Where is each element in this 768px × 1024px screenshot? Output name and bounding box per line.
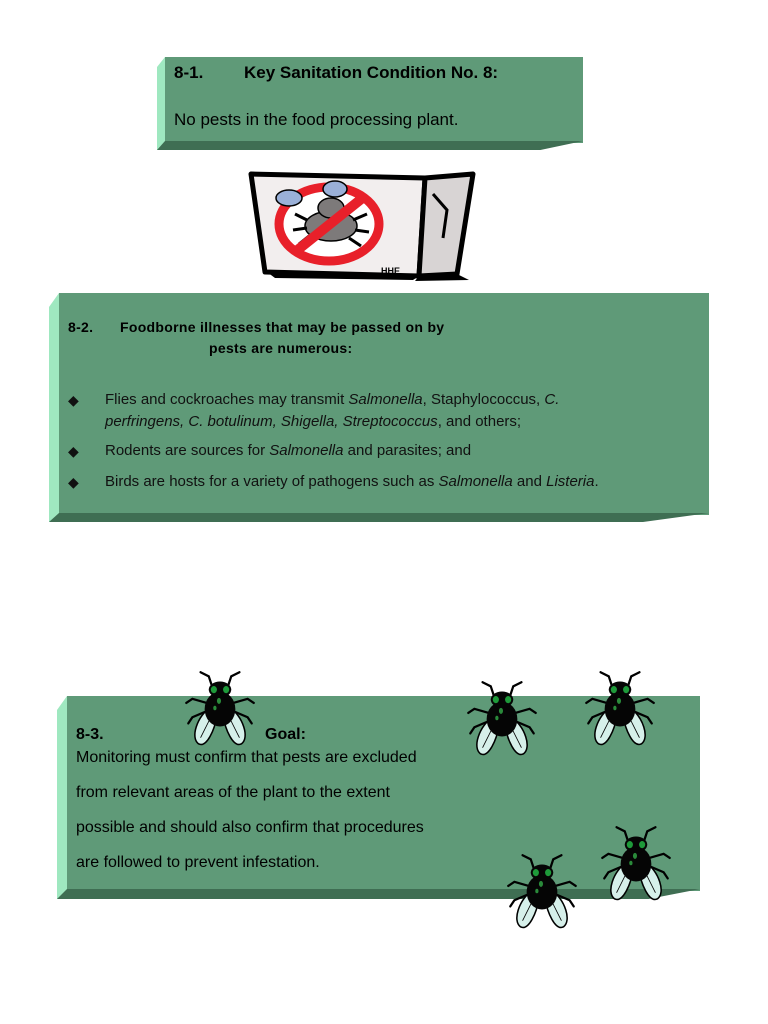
text-run: and: [512, 473, 547, 490]
housefly-icon: [462, 672, 542, 760]
goal-number: 8-3.: [76, 726, 104, 743]
italic-text-run: C.: [544, 391, 560, 408]
italic-text-run: Listeria: [546, 473, 595, 490]
diamond-bullet-icon: ◆: [68, 392, 79, 408]
text-run: .: [594, 473, 599, 490]
goal-text-line: possible and should also confirm that procedures: [76, 819, 424, 836]
text-run: Birds are hosts for a variety of pathogens such as: [105, 473, 439, 490]
housefly-icon: [580, 662, 660, 750]
bullet-text-continued: [105, 411, 658, 433]
condition-title-text: Key Sanitation Condition No. 8:: [244, 63, 499, 82]
bullet-item: [68, 440, 658, 462]
diamond-bullet-icon: ◆: [68, 474, 79, 490]
bullet-item: [68, 471, 658, 493]
housefly-icon: [502, 845, 582, 933]
italic-text-run: Salmonella: [269, 442, 344, 459]
text-run: and parasites; and: [343, 442, 472, 459]
illness-heading-line2: pests are numerous:: [209, 340, 353, 356]
housefly-icon: [180, 662, 260, 750]
goal-text-line: are followed to prevent infestation.: [76, 854, 320, 871]
goal-heading: Goal:: [265, 726, 306, 743]
bullet-text: [105, 440, 658, 462]
condition-title: [174, 63, 498, 83]
diamond-bullet-icon: ◆: [68, 443, 79, 459]
illness-heading-line1: [68, 319, 444, 335]
bullet-text: [105, 389, 658, 411]
bullet-text: [105, 471, 658, 493]
italic-text-run: Salmonella: [438, 473, 513, 490]
goal-text-line: Monitoring must confirm that pests are excluded: [76, 749, 417, 766]
italic-text-run: perfringens, C. botulinum, Shigella, Streptococcus: [105, 413, 438, 430]
text-run: Rodents are sources for: [105, 442, 270, 459]
illness-heading-text: Foodborne illnesses that may be passed on by: [120, 319, 445, 335]
goal-text-line: from relevant areas of the plant to the extent: [76, 784, 390, 801]
text-run: , Staphylococcus,: [422, 391, 545, 408]
housefly-icon: [596, 817, 676, 905]
text-run: , and others;: [437, 413, 522, 430]
text-run: Flies and cockroaches may transmit: [105, 391, 349, 408]
condition-number: 8-1.: [174, 63, 204, 82]
signature-text: HHE: [381, 266, 401, 276]
no-pests-sign-icon: [247, 168, 477, 283]
illness-number: 8-2.: [68, 319, 94, 335]
bullet-item: [68, 389, 658, 433]
condition-subtitle: No pests in the food processing plant.: [174, 110, 459, 129]
italic-text-run: Salmonella: [348, 391, 423, 408]
